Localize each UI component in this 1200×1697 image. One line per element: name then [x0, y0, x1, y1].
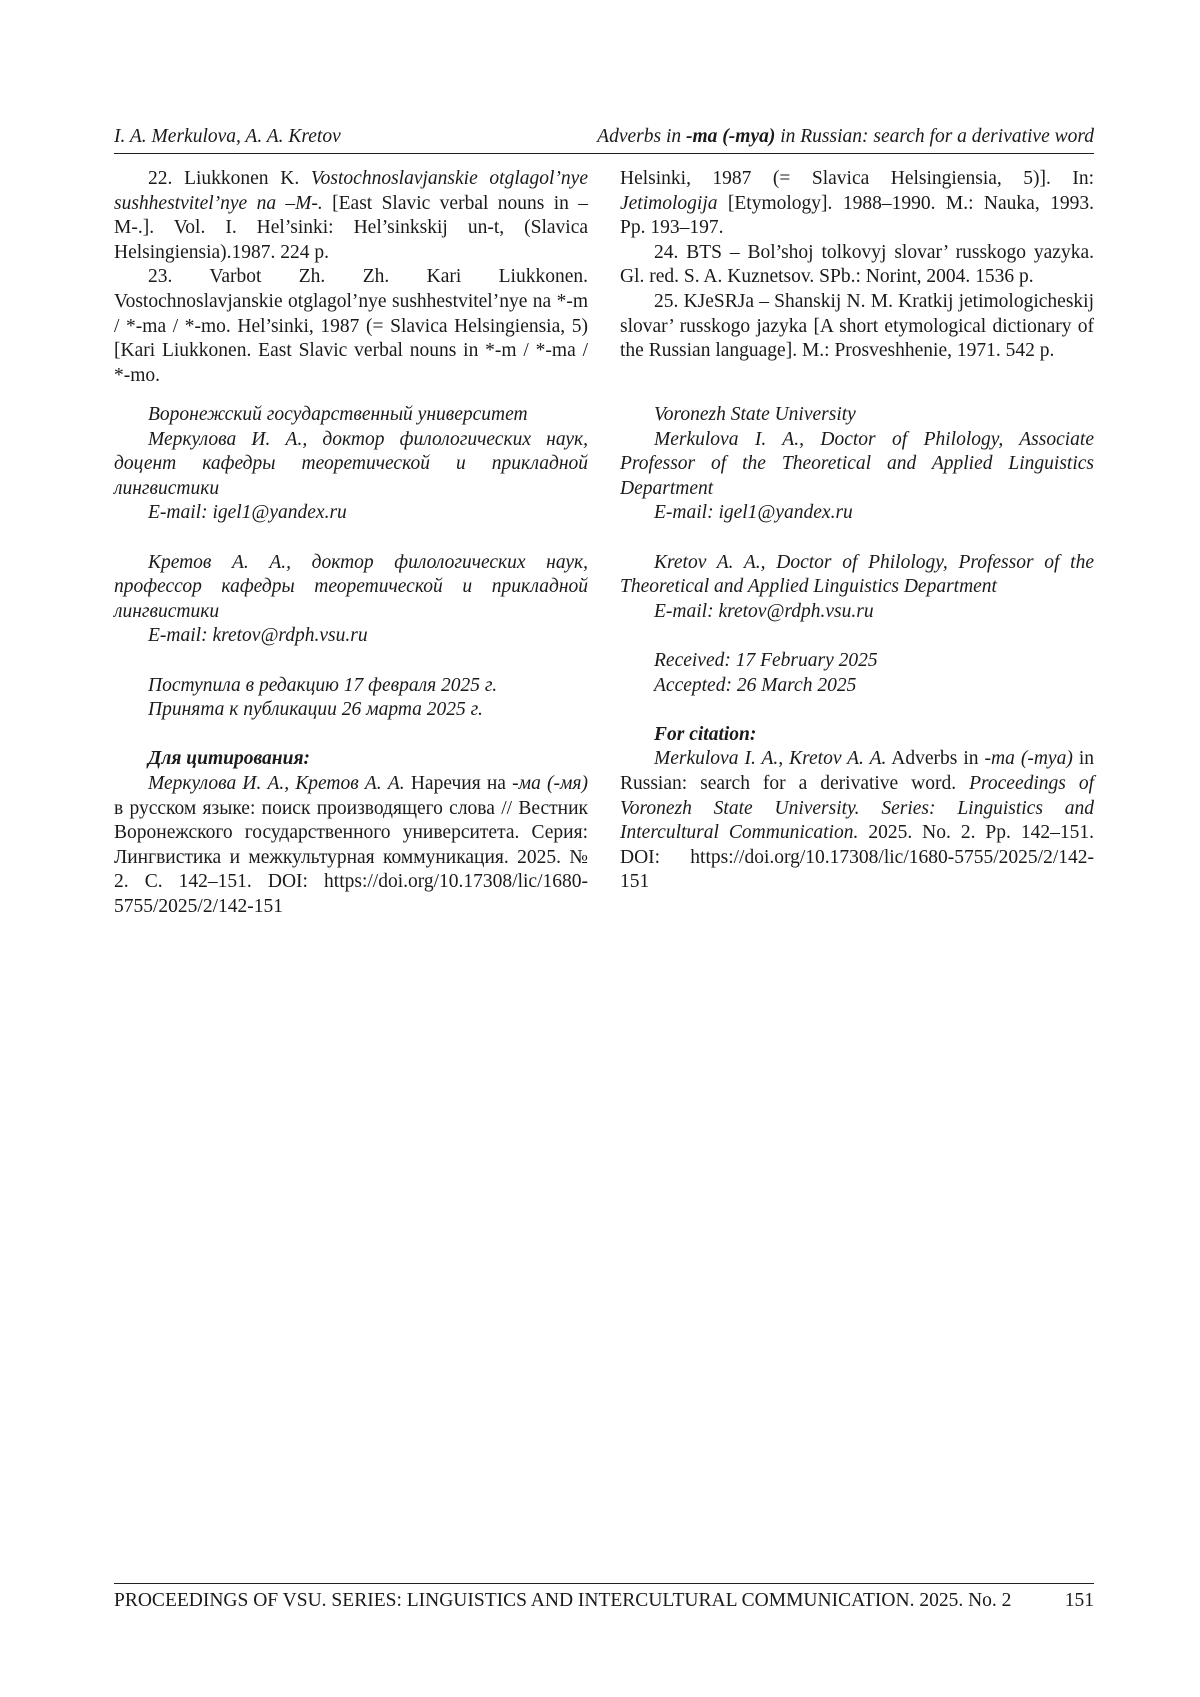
reference-23-cont-title: Jetimologija	[620, 192, 718, 214]
header-rule	[114, 153, 1094, 154]
page-footer	[114, 1588, 1094, 1614]
page-number: 151	[1064, 1590, 1094, 1611]
email1-ru: E-mail: igel1@yandex.ru	[148, 502, 347, 524]
citation-text2-en: in Russian: search for a derivative word.	[620, 748, 1094, 794]
running-head-title-bold: -ma (-mya)	[686, 126, 776, 147]
reference-24: 24. BTS – Bol’shoj tolkovyj slovar’ russkogo yazyka. Gl. red. S. A. Kuznetsov. SPb.: Norint, 2004. 1536 p.	[620, 241, 1094, 288]
accepted-en: Accepted: 26 March 2025	[654, 674, 857, 696]
footer-rule	[114, 1583, 1094, 1584]
references-left-column	[114, 167, 588, 388]
email2-ru: E-mail: kretov@rdph.vsu.ru	[148, 625, 368, 647]
citation-text1-en: Adverbs in	[886, 748, 985, 770]
author1-ru: Меркулова И. А., доктор филологических наук, доцент кафедры теоретической и прикладной лингвистики	[114, 428, 588, 499]
citation-suffix-ru: -ма (-мя)	[512, 772, 588, 794]
citation-authors-ru: Меркулова И. А., Кретов А. А.	[148, 772, 405, 794]
running-head-authors: I. A. Merkulova, A. A. Kretov	[114, 126, 341, 147]
reference-23-continued	[620, 167, 1094, 241]
running-head-title	[597, 124, 1094, 150]
references-right-column	[620, 167, 1094, 364]
citation-text3-en: 2025. No. 2. Pp. 142–151. DOI: https://doi.org/10.17308/lic/1680-5755/2025/2/142-151	[620, 822, 1094, 893]
email1-en: E-mail: igel1@yandex.ru	[654, 502, 853, 524]
reference-23-cont-post: [Etymology]. 1988–1990. M.: Nauka, 1993. Pp. 193–197.	[620, 192, 1094, 239]
university-en: Voronezh State University	[654, 404, 856, 425]
citation-authors-en: Merkulova I. A., Kretov A. A.	[654, 748, 887, 770]
received-en: Received: 17 February 2025	[654, 649, 878, 671]
running-head	[114, 124, 1094, 150]
citation-suffix-en: -ma (-mya)	[984, 748, 1073, 770]
footer-journal: PROCEEDINGS OF VSU. SERIES: LINGUISTICS AND INTERCULTURAL COMMUNICATION. 2025. No. 2	[114, 1590, 1012, 1611]
author1-en: Merkulova I. A., Doctor of Philology, Associate Professor of the Theoretical and Applied Linguistics Department	[620, 428, 1094, 499]
citation-ru	[114, 772, 588, 920]
reference-22-title: Vostochnoslavjanskie otglagol’nye sushhestvitel’nye na –M-.	[114, 168, 588, 214]
citation-heading-ru: Для цитирования:	[148, 748, 310, 770]
author2-ru: Кретов А. А., доктор филологических наук, профессор кафедры теоретической и прикладной лингвистики	[114, 551, 588, 622]
email2-en: E-mail: kretov@rdph.vsu.ru	[654, 600, 874, 622]
reference-22-pre: 22. Liukkonen K.	[148, 168, 311, 189]
reference-25: 25. KJeSRJa – Shanskij N. M. Kratkij jetimologicheskij slovar’ russkogo jazyka [A short etymological dictionary of the Russian language]. M.: Prosveshhenie, 1971. 542 p.	[620, 290, 1094, 362]
accepted-ru: Принята к публикации 26 марта 2025 г.	[148, 699, 483, 721]
citation-journal-en: Proceedings of Voronezh State University. Series: Linguistics and Intercultural Communication.	[620, 772, 1094, 844]
reference-23-cont-pre: Helsinki, 1987 (= Slavica Helsingiensia, 5)]. In:	[620, 168, 1094, 189]
received-ru: Поступила в редакцию 17 февраля 2025 г.	[148, 674, 498, 696]
running-head-title-pre: Adverbs in	[597, 126, 686, 147]
citation-text2-ru: в русском языке: поиск производящего слова // Вестник Воронежского государственного университета. Серия: Лингвистика и межкультурная коммуникация. 2025. № 2. С. 142–151. DOI: https://doi.org/10.17308/lic/1680-5755/2025/2/142-151	[114, 797, 588, 917]
reference-23: 23. Varbot Zh. Zh. Kari Liukkonen. Vostochnoslavjanskie otglagol’nye sushhestvitel’nye na *-m / *-ma / *-mo. Hel’sinki, 1987 (= Slavica Helsingiensia, 5) [Kari Liukkonen. East Slavic verbal nouns in *-m / *-ma / *-mo.	[114, 266, 588, 386]
affiliation-ru	[114, 403, 588, 919]
article-page	[114, 0, 1094, 1697]
author2-en: Kretov A. A., Doctor of Philology, Professor of the Theoretical and Applied Linguistics Department	[620, 551, 1094, 598]
reference-22-post: [East Slavic verbal nouns in –M-.]. Vol. I. Hel’sinki: Hel’sinkskij un-t, (Slavica Helsingiensia).1987. 224 p.	[114, 192, 588, 263]
citation-heading-en: For citation:	[654, 723, 757, 745]
citation-en	[620, 747, 1094, 895]
reference-22	[114, 167, 588, 265]
university-ru: Воронежский государственный университет	[148, 404, 528, 425]
citation-text1-ru: Наречия на	[404, 772, 513, 794]
affiliation-en	[620, 403, 1094, 895]
running-head-title-post: in Russian: search for a derivative word	[775, 126, 1094, 147]
